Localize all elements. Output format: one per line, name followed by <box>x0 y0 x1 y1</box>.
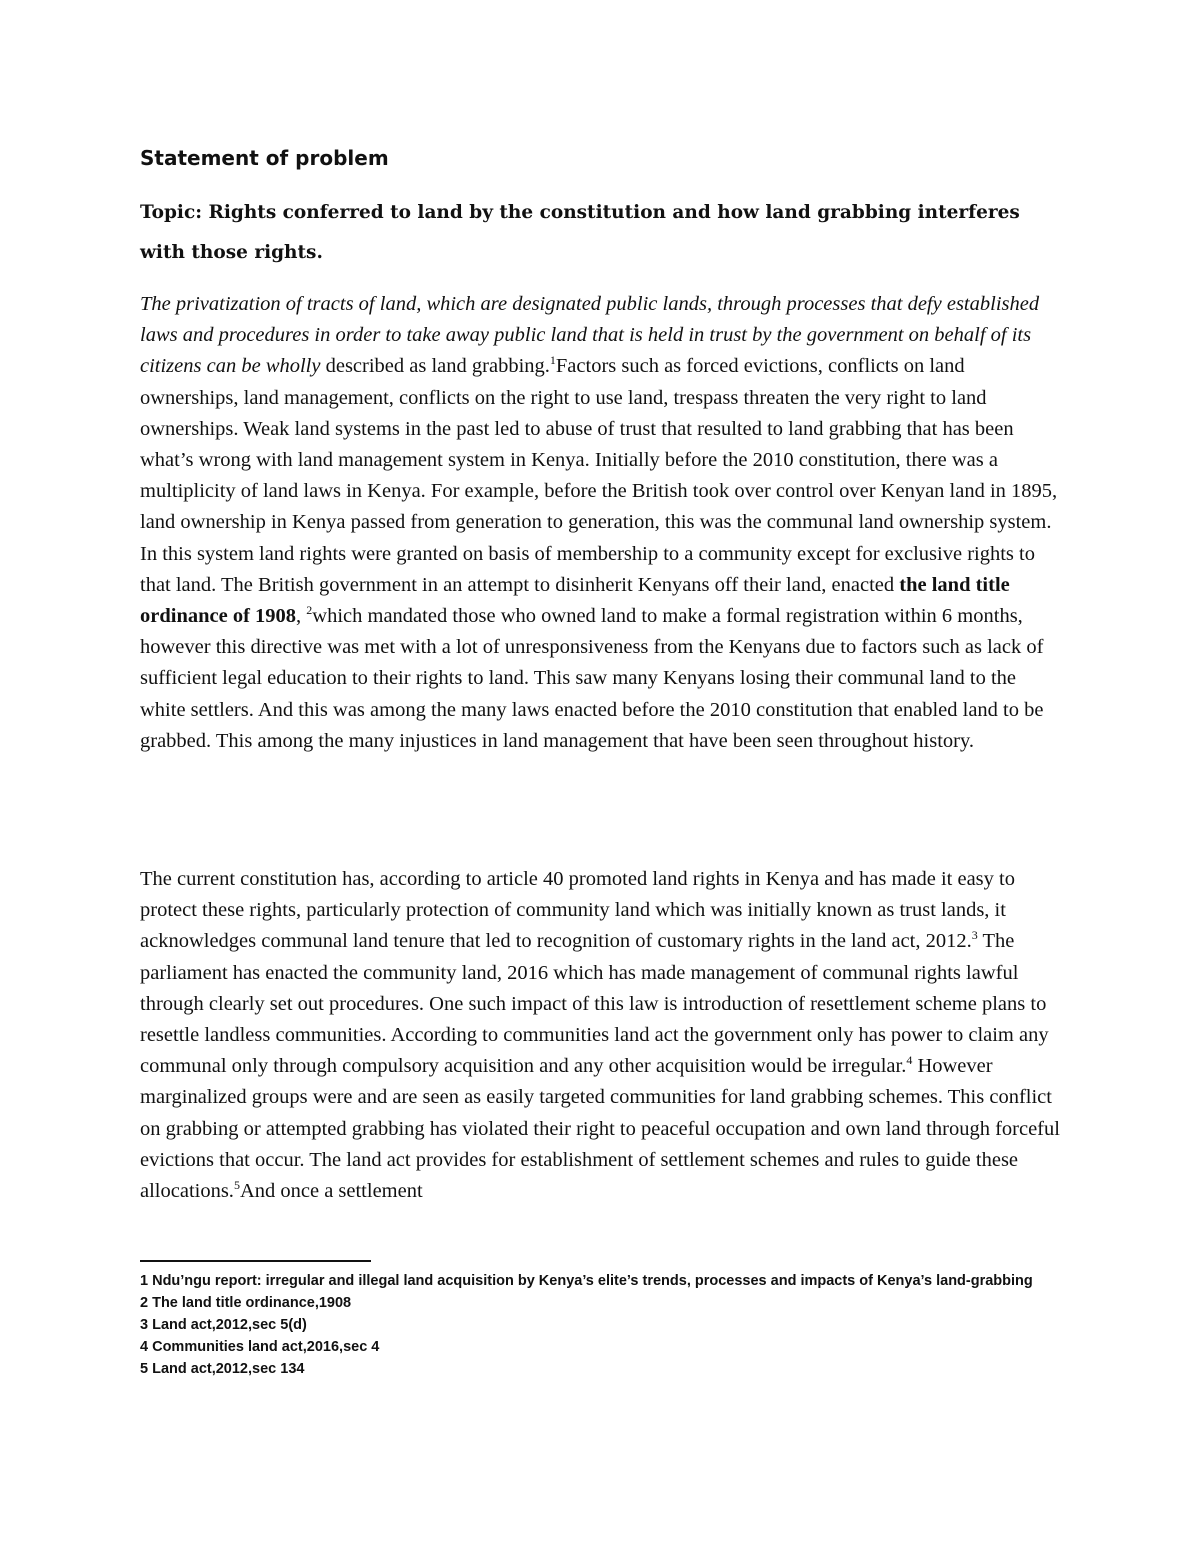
footnote-4: 4 Communities land act,2016,sec 4 <box>140 1339 380 1355</box>
p1-text-a: described as land grabbing. <box>320 355 550 378</box>
p2-text-c: However marginalized groups were and are seen as easily targeted communities for land grabbing schemes. This conflict on grabbing or attempted grabbing has violated their right to peaceful occupation and own land through forceful evictions that occur. The land act provides for establishment of settlement schemes and rules to guide these allocations. <box>140 1055 1060 1203</box>
footnote-2: 2 The land title ordinance,1908 <box>140 1295 352 1311</box>
footnote-1: 1 Ndu’ngu report: irregular and illegal land acquisition by Kenya’s elite’s trends, processes and impacts of Kenya’s land-grabbing <box>140 1273 1033 1289</box>
footnote-5: 5 Land act,2012,sec 134 <box>140 1361 305 1377</box>
footnote-separator <box>140 1260 371 1262</box>
italic-definition: The privatization of tracts of land, which are designated public lands, through processes that defy established laws and procedures in order to take away public land that is held in trust by the government on behalf of its citizens can be wholly <box>140 293 1040 378</box>
p2-text-d: And once a settlement <box>239 1180 423 1203</box>
footnote-ref-5: 5 <box>233 1178 240 1193</box>
footnote-ref-2: 2 <box>306 603 313 618</box>
topic-line: Topic: Rights conferred to land by the constitution and how land grabbing interferes with those rights. <box>140 202 1020 263</box>
p1-text-c: , <box>296 605 307 628</box>
bold-ordinance: the land title ordinance of 1908 <box>140 573 1010 628</box>
section-heading: Statement of problem <box>140 146 389 170</box>
footnote-ref-3: 3 <box>971 928 978 943</box>
footnote-ref-4: 4 <box>906 1053 913 1068</box>
paragraph-1 <box>140 289 1065 757</box>
footnotes-list <box>140 1270 1065 1380</box>
paragraph-2 <box>140 864 1065 1207</box>
p1-text-b: Factors such as forced evictions, conflicts on land ownerships, land management, conflicts on the right to use land, trespass threaten the very right to land ownerships. Weak land systems in the past led to abuse of trust that resulted to land grabbing that has been what’s wrong with land management system in Kenya. Initially before the 2010 constitution, there was a multiplicity of land laws in Kenya. For example, before the British took over control over Kenyan land in 1895, land ownership in Kenya passed from generation to generation, this was the communal land ownership system. In this system land rights were granted on basis of membership to a community except for exclusive rights to that land. The British government in an attempt to disinherit Kenyans off their land, enacted <box>140 355 1058 596</box>
p1-text-d: which mandated those who owned land to make a formal registration within 6 months, however this directive was met with a lot of unresponsiveness from the Kenyans due to factors such as lack of sufficient legal education to their rights to land. This saw many Kenyans losing their communal land to the white settlers. And this was among the many laws enacted before the 2010 constitution that enabled land to be grabbed. This among the many injustices in land management that have been seen throughout history. <box>140 605 1044 752</box>
footnote-3: 3 Land act,2012,sec 5(d) <box>140 1317 307 1333</box>
p2-text-a: The current constitution has, according to article 40 promoted land rights in Kenya and has made it easy to protect these rights, particularly protection of community land which was initially known as trust lands, it acknowledges communal land tenure that led to recognition of customary rights in the land act, 2012. <box>140 868 1015 953</box>
footnote-ref-1: 1 <box>549 353 556 368</box>
p2-text-b: The parliament has enacted the community land, 2016 which has made management of communal rights lawful through clearly set out procedures. One such impact of this law is introduction of resettlement scheme plans to resettle landless communities. According to communities land act the government only has power to claim any communal only through compulsory acquisition and any other acquisition would be irregular. <box>140 930 1049 1078</box>
